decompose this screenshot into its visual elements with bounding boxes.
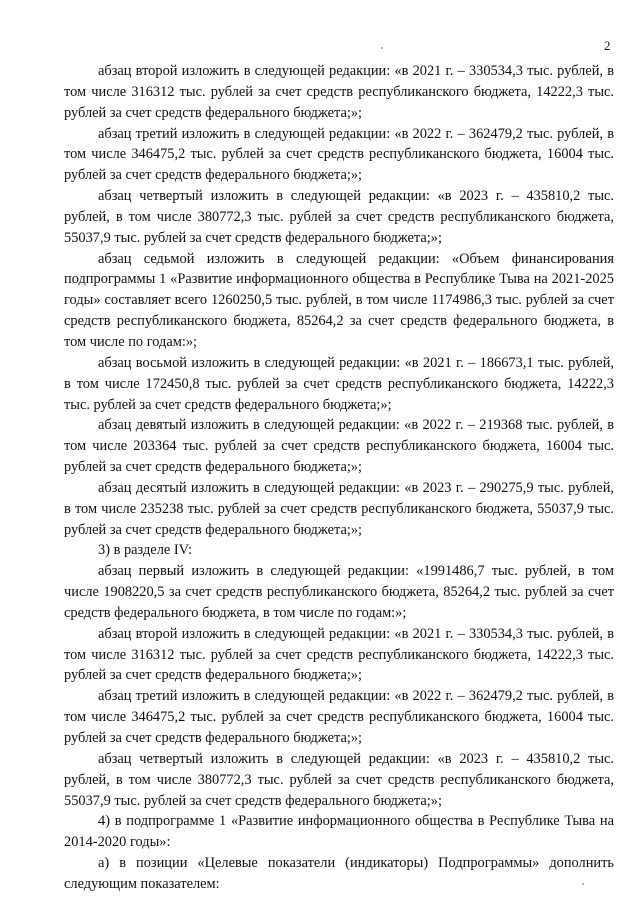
- scan-speck: [381, 47, 383, 49]
- paragraph: 4) в подпрограмме 1 «Развитие информационного общества в Республике Тыва на 2014-2020 годы»:: [64, 813, 614, 851]
- paragraph: абзац третий изложить в следующей редакции: «в 2022 г. – 362479,2 тыс. рублей, в том числе 346475,2 тыс. рублей за счет средств республиканского бюджета, 16004 тыс. рублей за счет средств федерального бюджета;»;: [64, 125, 614, 184]
- section-heading: 3) в разделе IV:: [98, 542, 192, 559]
- document-body: [64, 61, 614, 895]
- paragraph: абзац первый изложить в следующей редакции: «1991486,7 тыс. рублей, в том числе 1908220,5 за счет средств республиканского бюджета, 85264,2 тыс. рублей за счет средств федерального бюджета, в том числе по годам:»;: [64, 563, 614, 621]
- paragraph: абзац второй изложить в следующей редакции: «в 2021 г. – 330534,3 тыс. рублей, в том числе 316312 тыс. рублей за счет средств республиканского бюджета, 14222,3 тыс. рублей за счет средств федерального бюджета;»;: [64, 625, 614, 684]
- page-number: 2: [604, 38, 611, 53]
- paragraph: абзац четвертый изложить в следующей редакции: «в 2023 г. – 435810,2 тыс. рублей, в том числе 380772,3 тыс. рублей за счет средств республиканского бюджета, 55037,9 тыс. рублей за счет средств федерального бюджета;»;: [64, 188, 614, 246]
- paragraph: абзац девятый изложить в следующей редакции: «в 2022 г. – 219368 тыс. рублей, в том числе 203364 тыс. рублей за счет средств республиканского бюджета, 16004 тыс. рублей за счет средств федерального бюджета;»;: [64, 417, 614, 476]
- paragraph: абзац десятый изложить в следующей редакции: «в 2023 г. – 290275,9 тыс. рублей, в том числе 235238 тыс. рублей за счет средств республиканского бюджета, 55037,9 тыс. рублей за счет средств федерального бюджета;»;: [64, 479, 614, 538]
- paragraph: абзац восьмой изложить в следующей редакции: «в 2021 г. – 186673,1 тыс. рублей, в том числе 172450,8 тыс. рублей за счет средств республиканского бюджета, 14222,3 тыс. рублей за счет средств федерального бюджета;»;: [64, 354, 614, 413]
- paragraph: абзац четвертый изложить в следующей редакции: «в 2023 г. – 435810,2 тыс. рублей, в том числе 380772,3 тыс. рублей за счет средств республиканского бюджета, 55037,9 тыс. рублей за счет средств федерального бюджета;»;: [64, 750, 614, 809]
- paragraph: абзац седьмой изложить в следующей редакции: «Объем финансирования подпрограммы 1 «Развитие информационного общества в Республике Тыва на 2021-2025 годы» составляет всего 1260250,5 тыс. рублей, в том числе 1174986,3 тыс. рублей за счет средств республиканского бюджета, 85264,2 за счет средств федерального бюджета, в том числе по годам:»;: [64, 250, 614, 350]
- paragraph: абзац второй изложить в следующей редакции: «в 2021 г. – 330534,3 тыс. рублей, в том числе 316312 тыс. рублей за счет средств республиканского бюджета, 14222,3 тыс. рублей за счет средств федерального бюджета;»;: [64, 63, 614, 121]
- paragraph: а) в позиции «Целевые показатели (индикаторы) Подпрограммы» дополнить следующим показателем:: [64, 855, 614, 892]
- paragraph: абзац третий изложить в следующей редакции: «в 2022 г. – 362479,2 тыс. рублей, в том числе 346475,2 тыс. рублей за счет средств республиканского бюджета, 16004 тыс. рублей за счет средств федерального бюджета;»;: [64, 688, 614, 746]
